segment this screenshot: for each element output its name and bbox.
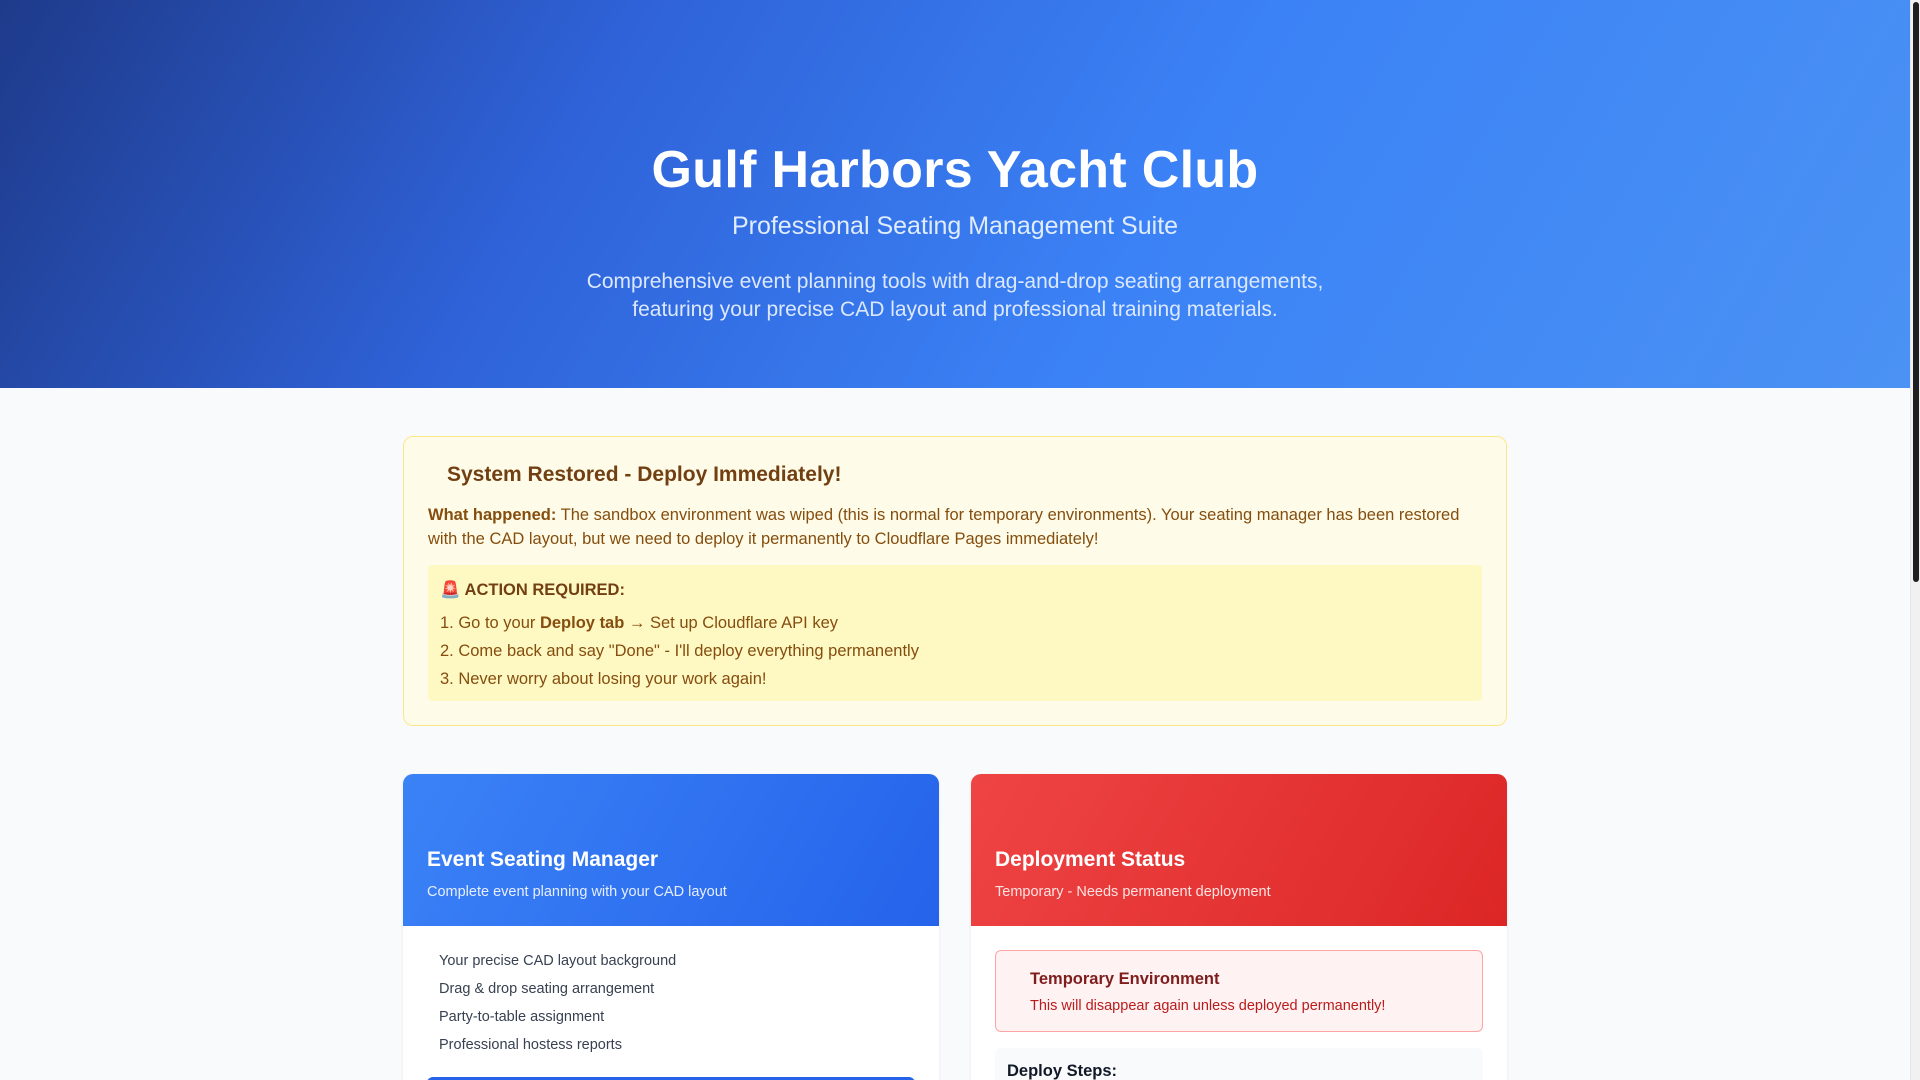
deploy-card-title: Deployment Status xyxy=(995,848,1186,871)
alert-message xyxy=(428,503,1486,551)
seating-feature-list xyxy=(439,950,676,1062)
temporary-environment-warning xyxy=(995,950,1483,1032)
hero-description xyxy=(0,268,1910,324)
restore-alert xyxy=(403,436,1507,726)
seating-card-title: Event Seating Manager xyxy=(427,848,659,871)
alert-title: System Restored - Deploy Immediately! xyxy=(447,463,842,486)
action-required-box xyxy=(428,565,1482,701)
temp-warning-text: This will disappear again unless deployed permanently! xyxy=(1030,998,1386,1014)
siren-icon: 🚨 xyxy=(440,581,461,599)
action-step-1-prefix: 1. Go to your xyxy=(440,614,540,632)
action-step-1-suffix: → Set up Cloudflare API key xyxy=(624,614,839,632)
hero-banner xyxy=(0,0,1910,388)
deploy-card-header xyxy=(971,774,1507,926)
scrollbar-thumb[interactable] xyxy=(1913,2,1919,582)
seating-card-header xyxy=(403,774,939,926)
deployment-status-card xyxy=(971,774,1507,1080)
deploy-card-subtitle: Temporary - Needs permanent deployment xyxy=(995,884,1271,900)
action-step-3: 3. Never worry about losing your work again! xyxy=(440,670,767,688)
alert-what-text: The sandbox environment was wiped (this is normal for temporary environments). Your seating manager has been restored with the CAD layout, but we need to deploy it permanently to Cloudflare Pages immediately! xyxy=(428,506,1460,548)
temp-warning-title: Temporary Environment xyxy=(1030,970,1220,988)
list-item: Drag & drop seating arrangement xyxy=(439,981,655,997)
hero-subtitle: Professional Seating Management Suite xyxy=(731,212,1179,240)
alert-what-label: What happened: xyxy=(428,506,557,524)
list-item: Professional hostess reports xyxy=(439,1037,622,1053)
hero-description-line2: featuring your precise CAD layout and professional training materials. xyxy=(632,298,1278,321)
hero-description-line1: Comprehensive event planning tools with drag-and-drop seating arrangements, xyxy=(586,270,1324,293)
action-step-2: 2. Come back and say "Done" - I'll deploy everything permanently xyxy=(440,642,919,660)
deploy-steps-box xyxy=(995,1048,1483,1080)
action-required-heading xyxy=(440,579,1470,611)
list-item: Your precise CAD layout background xyxy=(439,953,677,969)
action-required-label: ACTION REQUIRED: xyxy=(464,581,625,599)
page-title: Gulf Harbors Yacht Club xyxy=(651,141,1259,199)
deploy-tab-link: Deploy tab xyxy=(539,614,625,632)
seating-manager-card[interactable] xyxy=(403,774,939,1080)
seating-card-subtitle: Complete event planning with your CAD layout xyxy=(427,884,727,900)
list-item: Party-to-table assignment xyxy=(439,1009,605,1025)
deploy-steps-title: Deploy Steps: xyxy=(1007,1062,1118,1080)
page-scrollbar[interactable] xyxy=(1910,0,1920,1080)
action-step-1 xyxy=(440,611,1470,639)
